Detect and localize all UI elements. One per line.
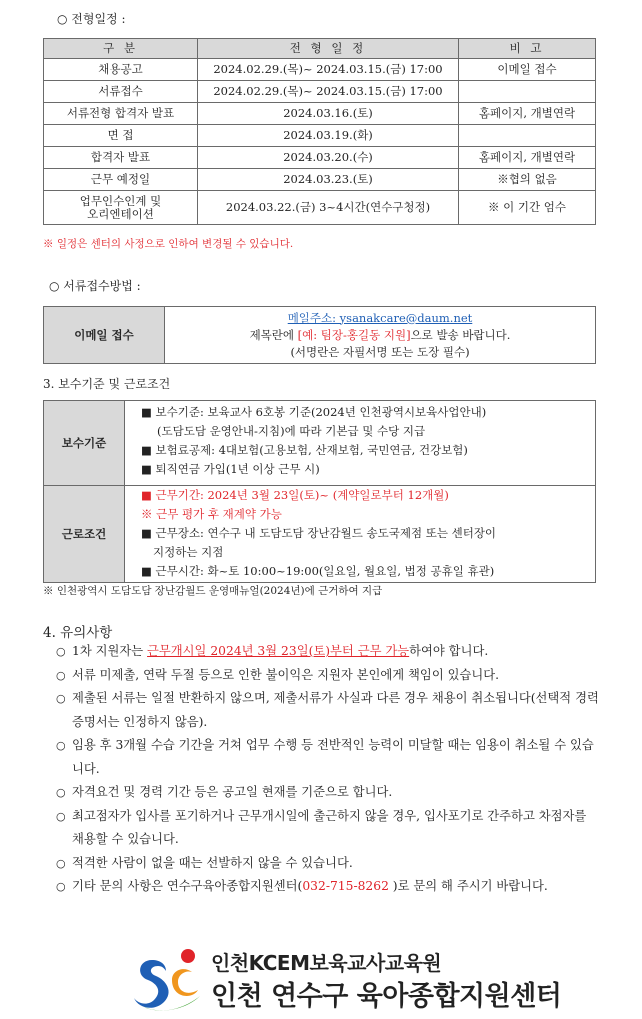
col-header: 전 형 일 정 bbox=[198, 39, 459, 59]
subject-example: [예: 팀장-홍길동 지원] bbox=[297, 327, 411, 342]
col-header: 비 고 bbox=[459, 39, 596, 59]
work-line: ■ 근무시간: 화~토 10:00~19:00(일요일, 월요일, 법정 공휴일 휴관) bbox=[141, 564, 495, 578]
bullet-icon: ○ bbox=[56, 668, 66, 682]
work-line: ■ 근무기간: 2024년 3월 23일(토)~ (계약일로부터 12개월) bbox=[141, 488, 449, 502]
item-text: 1차 지원자는 bbox=[72, 644, 148, 658]
bullet-icon: ○ bbox=[56, 645, 66, 658]
bullet-icon: ○ bbox=[56, 809, 66, 823]
table-cell: 합격자 발표 bbox=[44, 147, 198, 169]
table-row bbox=[44, 147, 596, 169]
table-cell: 채용공고 bbox=[44, 59, 198, 81]
pay-note: ※ 인천광역시 도담도담 장난감월드 운영매뉴얼(2024년)에 근거하여 지급 bbox=[43, 585, 383, 597]
item-highlight: 근무개시일 2024년 3월 23일(토)부터 근무 가능 bbox=[147, 644, 410, 658]
center-name: 인천 연수구 육아종합지원센터 bbox=[211, 981, 562, 1012]
schedule-table bbox=[43, 38, 596, 225]
subject-pre: 제목란에 bbox=[249, 327, 298, 342]
item-text: 기타 문의 사항은 연수구육아종합지원센터( bbox=[72, 879, 303, 893]
table-cell: ※협의 없음 bbox=[459, 169, 596, 191]
pay-line: ■ 보수기준: 보육교사 6호봉 기준(2024년 인천광역시보육사업안내) bbox=[141, 405, 487, 419]
work-line: ■ 근무장소: 연수구 내 도담도담 장난감월드 송도국제점 또는 센터장이 bbox=[141, 526, 497, 540]
list-item bbox=[56, 687, 601, 734]
item-text: 자격요건 및 경력 기간 등은 공고일 현재를 기준으로 합니다. bbox=[72, 785, 393, 799]
bullet-icon: ○ bbox=[56, 880, 66, 893]
bullet-icon: ○ bbox=[56, 856, 66, 870]
schedule-heading: ○ 전형일정 : bbox=[57, 12, 126, 26]
footer-logo bbox=[132, 944, 562, 1016]
email-label: 이메일 접수 bbox=[44, 307, 165, 364]
list-item bbox=[56, 875, 601, 899]
table-row bbox=[44, 59, 596, 81]
table-row bbox=[44, 169, 596, 191]
table-row bbox=[44, 125, 596, 147]
schedule-note: ※ 일정은 센터의 사정으로 인하여 변경될 수 있습니다. bbox=[43, 238, 294, 250]
list-item bbox=[56, 734, 601, 781]
table-cell: ※ 이 기간 엄수 bbox=[459, 191, 596, 225]
conditions-table bbox=[43, 400, 596, 583]
phone-number[interactable]: 032-715-8262 bbox=[302, 879, 389, 893]
work-line: 지정하는 지점 bbox=[153, 545, 224, 559]
table-row bbox=[44, 103, 596, 125]
work-line: ※ 근무 평가 후 재계약 가능 bbox=[141, 507, 282, 521]
list-item bbox=[56, 640, 601, 664]
table-cell: 서류접수 bbox=[44, 81, 198, 103]
item-text: 적격한 사람이 없을 때는 선발하지 않을 수 있습니다. bbox=[72, 855, 353, 870]
work-details bbox=[125, 486, 596, 583]
signature-note: (서명란은 자필서명 또는 도장 필수) bbox=[290, 344, 470, 359]
col-header: 구 분 bbox=[44, 39, 198, 59]
table-cell: 2024.03.19.(화) bbox=[198, 125, 459, 147]
list-item bbox=[56, 781, 601, 805]
table-cell: 근무 예정일 bbox=[44, 169, 198, 191]
subject-post: 으로 발송 바랍니다. bbox=[410, 327, 511, 342]
item-text: 하여야 합니다. bbox=[409, 644, 489, 658]
pay-details bbox=[125, 401, 596, 486]
application-heading: ○ 서류접수방법 : bbox=[49, 279, 141, 293]
table-cell: 서류전형 합격자 발표 bbox=[44, 103, 198, 125]
table-cell bbox=[459, 81, 596, 103]
cell-line: 업무인수인계 및 bbox=[79, 193, 162, 208]
table-cell: 2024.02.29.(목)~ 2024.03.15.(금) 17:00 bbox=[198, 81, 459, 103]
pay-label: 보수기준 bbox=[44, 401, 125, 486]
item-text: 제출된 서류는 일절 반환하지 않으며, 제출서류가 사실과 다른 경우 채용이 취소됩니다(선택적 경력증명서는 인정하지 않음). bbox=[72, 691, 599, 729]
table-cell: 2024.03.22.(금) 3~4시간(연수구청정) bbox=[198, 191, 459, 225]
table-cell: 2024.03.20.(수) bbox=[198, 147, 459, 169]
table-cell bbox=[459, 125, 596, 147]
email-address[interactable]: 메일주소: ysanakcare@daum.net bbox=[287, 310, 473, 325]
list-item bbox=[56, 805, 601, 852]
notice-list bbox=[56, 640, 601, 899]
pay-line: ■ 보험료공제: 4대보험(고용보험, 산재보험, 국민연금, 건강보험) bbox=[141, 443, 468, 457]
table-cell: 2024.02.29.(목)~ 2024.03.15.(금) 17:00 bbox=[198, 59, 459, 81]
list-item bbox=[56, 664, 601, 688]
notice-heading: 4. 유의사항 bbox=[43, 625, 113, 641]
table-cell: 면 접 bbox=[44, 125, 198, 147]
table-cell: 홈페이지, 개별연락 bbox=[459, 147, 596, 169]
list-item bbox=[56, 852, 601, 876]
pay-line: (도담도담 운영안내-지침)에 따라 기본급 및 수당 지급 bbox=[157, 424, 426, 438]
cell-line: 오리엔테이션 bbox=[87, 206, 154, 221]
bullet-icon: ○ bbox=[56, 739, 66, 752]
pay-line: ■ 퇴직연금 가입(1년 이상 근무 시) bbox=[141, 462, 320, 476]
institute-name: 인천KCEM보육교사교육원 bbox=[211, 951, 442, 975]
bullet-icon: ○ bbox=[56, 692, 66, 705]
table-row bbox=[44, 191, 596, 225]
pay-heading: 3. 보수기준 및 근로조건 bbox=[43, 377, 171, 391]
application-table bbox=[43, 306, 596, 364]
table-row bbox=[44, 81, 596, 103]
table-cell: 2024.03.16.(토) bbox=[198, 103, 459, 125]
application-info bbox=[165, 307, 596, 364]
table-cell: 2024.03.23.(토) bbox=[198, 169, 459, 191]
work-label: 근로조건 bbox=[44, 486, 125, 583]
table-cell: 홈페이지, 개별연락 bbox=[459, 103, 596, 125]
item-text: )로 문의 해 주시기 바랍니다. bbox=[388, 879, 548, 893]
item-text: 최고점자가 입사를 포기하거나 근무개시일에 출근하지 않을 경우, 입사포기로 간주하고 차점자를 채용할 수 있습니다. bbox=[72, 808, 587, 846]
item-text: 임용 후 3개월 수습 기간을 거쳐 업무 수행 등 전반적인 능력이 미달할 때는 임용이 취소될 수 있습니다. bbox=[72, 738, 594, 776]
center-emblem-icon bbox=[132, 946, 206, 1014]
table-cell bbox=[44, 191, 198, 225]
table-cell: 이메일 접수 bbox=[459, 59, 596, 81]
item-text: 서류 미제출, 연락 두절 등으로 인한 불이익은 지원자 본인에게 책임이 있습니다. bbox=[72, 667, 500, 682]
bullet-icon: ○ bbox=[56, 786, 66, 799]
subject-line bbox=[169, 327, 591, 344]
